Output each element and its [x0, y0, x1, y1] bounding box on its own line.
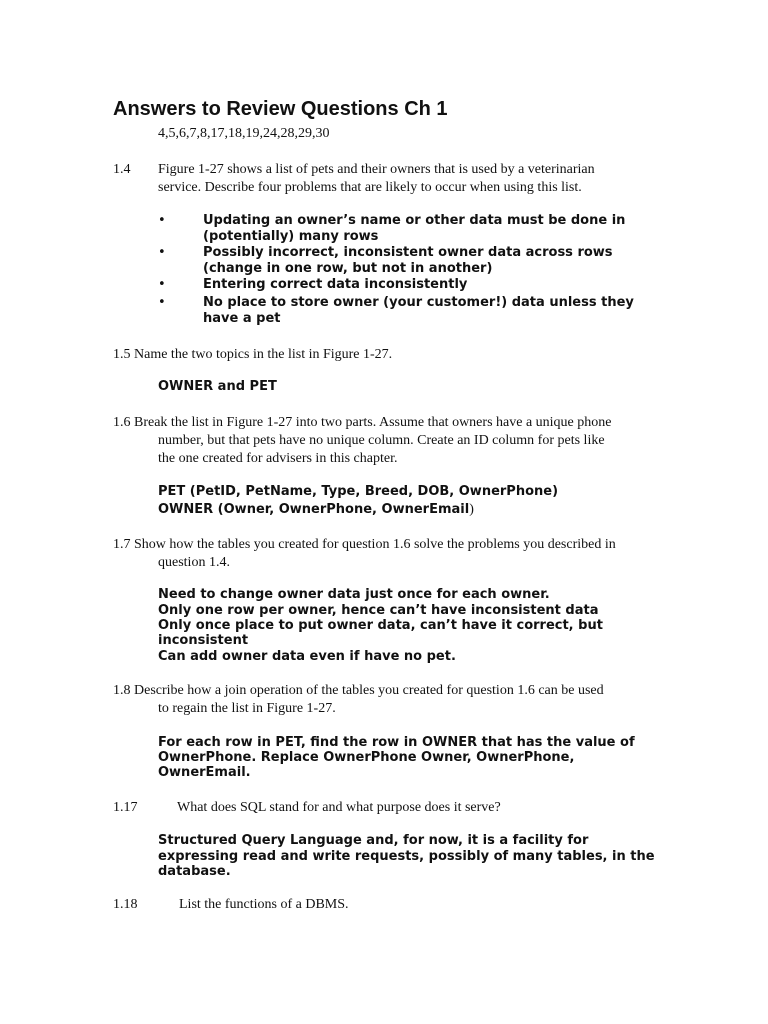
q1-17-answer-3: database.	[158, 864, 231, 879]
q1-6-text-line2: number, but that pets have no unique column. Create an ID column for pets like	[158, 433, 605, 448]
q1-5-answer: OWNER and PET	[158, 379, 277, 394]
q1-4-number: 1.4	[113, 162, 131, 177]
q1-17-answer-2: expressing read and write requests, possibly of many tables, in the	[158, 849, 655, 864]
q1-4-text-line2: service. Describe four problems that are likely to occur when using this list.	[158, 180, 582, 195]
q1-6-answer-owner-close: )	[469, 502, 474, 517]
q1-5-question: 1.5 Name the two topics in the list in Figure 1-27.	[113, 347, 393, 362]
question-list: 4,5,6,7,8,17,18,19,24,28,29,30	[158, 126, 330, 141]
q1-4-text-line1: Figure 1-27 shows a list of pets and their owners that is used by a veterinarian	[158, 162, 595, 177]
q1-4-answer-2-line1: Possibly incorrect, inconsistent owner data across rows	[203, 245, 613, 260]
q1-7-answer-4: inconsistent	[158, 633, 249, 648]
q1-6-text-line3: the one created for advisers in this chapter.	[158, 451, 398, 466]
q1-6-text-line1: 1.6 Break the list in Figure 1-27 into two parts. Assume that owners have a unique phone	[113, 415, 612, 430]
bullet-icon: •	[158, 245, 166, 260]
q1-4-answer-4-line1: No place to store owner (your customer!) data unless they	[203, 295, 634, 310]
q1-7-answer-5: Can add owner data even if have no pet.	[158, 649, 456, 664]
bullet-icon: •	[158, 277, 166, 292]
q1-7-answer-2: Only one row per owner, hence can’t have inconsistent data	[158, 603, 599, 618]
q1-8-answer-3: OwnerEmail.	[158, 765, 251, 780]
page-title: Answers to Review Questions Ch 1	[113, 98, 448, 120]
q1-6-answer-owner-row	[158, 500, 474, 519]
q1-8-answer-1: For each row in PET, find the row in OWNER that has the value of	[158, 735, 635, 750]
q1-4-answer-1-line2: (potentially) many rows	[203, 229, 379, 244]
q1-17-answer-1: Structured Query Language and, for now, it is a facility for	[158, 833, 589, 848]
bullet-icon: •	[158, 295, 166, 310]
q1-7-text-line2: question 1.4.	[158, 555, 230, 570]
q1-8-text-line2: to regain the list in Figure 1-27.	[158, 701, 336, 716]
q1-8-text-line1: 1.8 Describe how a join operation of the tables you created for question 1.6 can be used	[113, 683, 604, 698]
q1-7-text-line1: 1.7 Show how the tables you created for question 1.6 solve the problems you described in	[113, 537, 616, 552]
q1-7-answer-3: Only once place to put owner data, can’t have it correct, but	[158, 618, 603, 633]
q1-6-answer-pet: PET (PetID, PetName, Type, Breed, DOB, OwnerPhone)	[158, 484, 559, 499]
q1-4-answer-4-line2: have a pet	[203, 311, 281, 326]
q1-18-question: List the functions of a DBMS.	[179, 897, 349, 912]
q1-6-answer-owner: OWNER (Owner, OwnerPhone, OwnerEmail	[158, 502, 470, 517]
q1-8-answer-2: OwnerPhone. Replace OwnerPhone Owner, OwnerPhone,	[158, 750, 575, 765]
bullet-icon: •	[158, 213, 166, 228]
q1-4-answer-3: Entering correct data inconsistently	[203, 277, 468, 292]
q1-4-answer-2-line2: (change in one row, but not in another)	[203, 261, 493, 276]
q1-17-question: What does SQL stand for and what purpose does it serve?	[177, 800, 501, 815]
q1-7-answer-1: Need to change owner data just once for each owner.	[158, 587, 550, 602]
q1-4-answer-1-line1: Updating an owner’s name or other data must be done in	[203, 213, 626, 228]
q1-18-number: 1.18	[113, 897, 138, 912]
q1-17-number: 1.17	[113, 800, 138, 815]
